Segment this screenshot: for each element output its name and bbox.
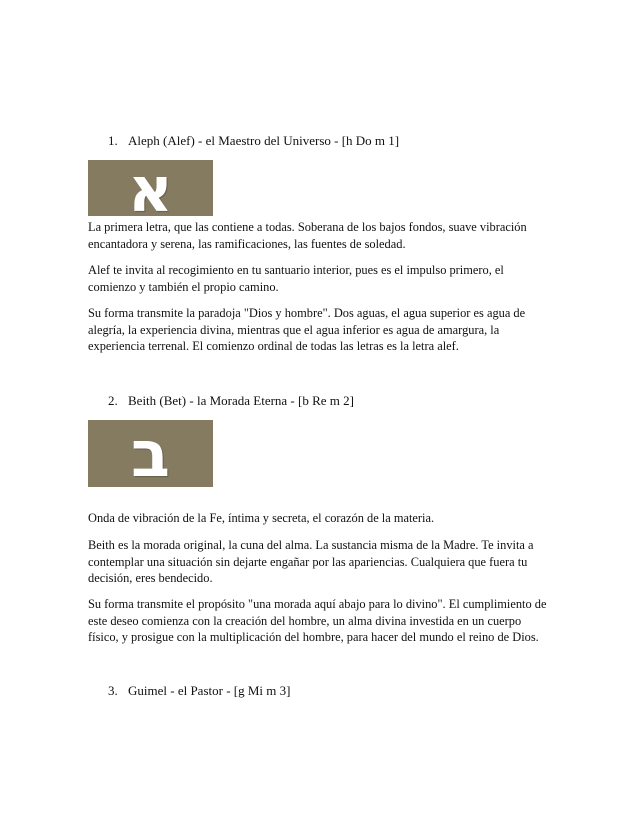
paragraph: La primera letra, que las contiene a todas. Soberana de los bajos fondos, suave vibración encantadora y serena, las ramificaciones, las fuentes de soledad.: [88, 220, 527, 251]
section-number: 2.: [108, 393, 118, 408]
section-heading-beith: [108, 393, 354, 409]
section-title: Guimel - el Pastor - [g Mi m 3]: [128, 683, 291, 698]
paragraph: Beith es la morada original, la cuna del alma. La sustancia misma de la Madre. Te invita a contemplar una situación sin dejarte engañar por las apariencias. Cualquiera que fuera tu decisión, eres bendecido.: [88, 538, 534, 585]
paragraph: Alef te invita al recogimiento en tu santuario interior, pues es el impulso primero, el comienzo y también el propio camino.: [88, 263, 504, 294]
paragraph: Onda de vibración de la Fe, íntima y secreta, el corazón de la materia.: [88, 511, 435, 525]
section-heading-guimel: [108, 683, 290, 699]
section-title: Aleph (Alef) - el Maestro del Universo - [h Do m 1]: [128, 133, 400, 148]
section-number: 3.: [108, 683, 118, 698]
beith-letter-image: [88, 420, 213, 487]
paragraph: Su forma transmite el propósito "una morada aquí abajo para lo divino". El cumplimiento de este deseo comienza con la creación del hombre, un alma divina investida en un cuerpo físico, y prosigue con la multiplicación del hombre, para hacer del mundo el reino de Dios.: [88, 597, 547, 644]
section-heading-aleph: [108, 133, 399, 149]
aleph-letter-image: [88, 160, 213, 216]
beith-glyph: ב: [130, 420, 171, 487]
section-title: Beith (Bet) - la Morada Eterna - [b Re m 2]: [128, 393, 354, 408]
aleph-glyph: א: [127, 160, 174, 216]
section-number: 1.: [108, 133, 118, 148]
paragraph: Su forma transmite la paradoja "Dios y hombre". Dos aguas, el agua superior es agua de alegría, la experiencia divina, mientras que el agua inferior es agua de amargura, la experiencia terrenal. El comienzo ordinal de todas las letras es la letra alef.: [88, 306, 526, 353]
